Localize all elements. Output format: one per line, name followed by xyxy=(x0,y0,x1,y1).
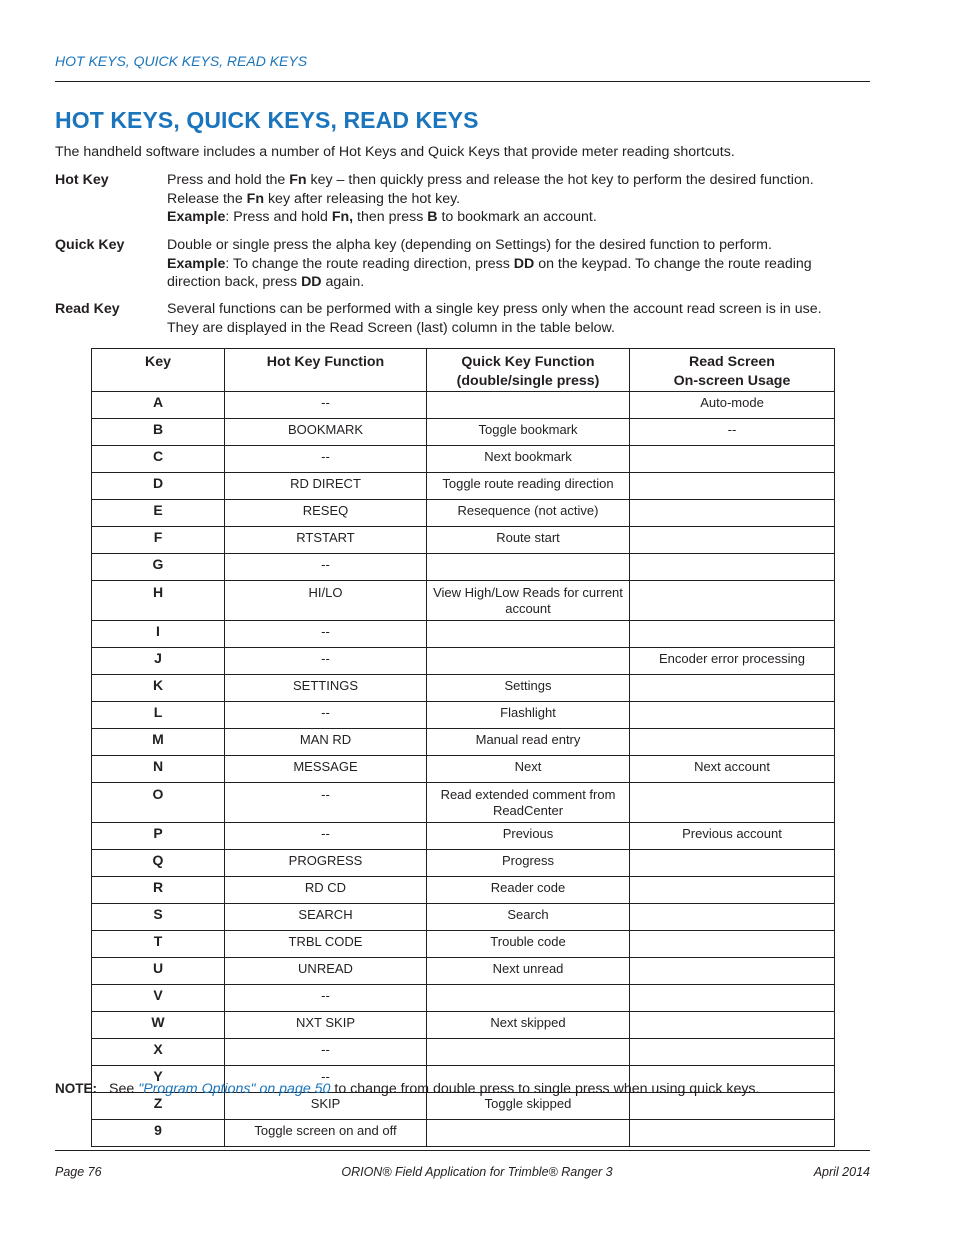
table-row xyxy=(92,473,835,500)
cell-key: P xyxy=(92,823,225,850)
cell-quick-key-function: Next xyxy=(427,756,630,783)
cell-key: G xyxy=(92,554,225,581)
cell-read-screen-usage: Auto-mode xyxy=(630,392,835,419)
cell-key: R xyxy=(92,877,225,904)
cell-key: Z xyxy=(92,1093,225,1120)
cell-hot-key-function: -- xyxy=(225,1066,427,1093)
hot-key-description: Press and hold the Fn key – then quickly press and release the hot key to perform the desired function. Release the Fn key after releasing the hot key. Example: Press and hold Fn, then press B to bookmark an account. xyxy=(167,172,814,225)
cell-key: U xyxy=(92,958,225,985)
table-row xyxy=(92,581,835,621)
running-header: HOT KEYS, QUICK KEYS, READ KEYS xyxy=(55,53,308,69)
col-header-read-screen: Read Screen On-screen Usage xyxy=(630,349,835,392)
cell-hot-key-function: -- xyxy=(225,783,427,823)
table-row xyxy=(92,850,835,877)
cell-key: F xyxy=(92,527,225,554)
cell-read-screen-usage: -- xyxy=(630,419,835,446)
cell-hot-key-function: -- xyxy=(225,554,427,581)
cell-quick-key-function: Previous xyxy=(427,823,630,850)
cell-read-screen-usage xyxy=(630,446,835,473)
cell-quick-key-function: Next skipped xyxy=(427,1012,630,1039)
cell-hot-key-function: SKIP xyxy=(225,1093,427,1120)
cell-read-screen-usage xyxy=(630,621,835,648)
cell-read-screen-usage xyxy=(630,527,835,554)
cell-quick-key-function xyxy=(427,648,630,675)
cell-read-screen-usage xyxy=(630,500,835,527)
cell-quick-key-function xyxy=(427,1039,630,1066)
page-title: HOT KEYS, QUICK KEYS, READ KEYS xyxy=(55,107,479,133)
table-row xyxy=(92,1039,835,1066)
cell-hot-key-function: RESEQ xyxy=(225,500,427,527)
cell-key: O xyxy=(92,783,225,823)
cell-quick-key-function: Next unread xyxy=(427,958,630,985)
cell-hot-key-function: SETTINGS xyxy=(225,675,427,702)
cell-read-screen-usage xyxy=(630,1039,835,1066)
program-options-link[interactable]: "Program Options" on page 50 xyxy=(138,1081,331,1097)
read-key-term: Read Key xyxy=(55,301,120,317)
cell-hot-key-function: NXT SKIP xyxy=(225,1012,427,1039)
table-row xyxy=(92,648,835,675)
cell-quick-key-function: Trouble code xyxy=(427,931,630,958)
cell-key: Q xyxy=(92,850,225,877)
cell-key: X xyxy=(92,1039,225,1066)
cell-read-screen-usage xyxy=(630,581,835,621)
read-key-description: Several functions can be performed with a single key press only when the account read screen is in use. They are displayed in the Read Screen (last) column in the table below. xyxy=(167,301,822,336)
table-row xyxy=(92,958,835,985)
table-row xyxy=(92,756,835,783)
note-label: NOTE: xyxy=(55,1081,97,1096)
cell-read-screen-usage xyxy=(630,702,835,729)
cell-hot-key-function: UNREAD xyxy=(225,958,427,985)
cell-hot-key-function: HI/LO xyxy=(225,581,427,621)
cell-hot-key-function: TRBL CODE xyxy=(225,931,427,958)
cell-hot-key-function: -- xyxy=(225,648,427,675)
keys-table-body xyxy=(92,392,835,1147)
cell-quick-key-function: Flashlight xyxy=(427,702,630,729)
cell-key: D xyxy=(92,473,225,500)
cell-key: H xyxy=(92,581,225,621)
table-row xyxy=(92,931,835,958)
table-row xyxy=(92,783,835,823)
cell-hot-key-function: -- xyxy=(225,702,427,729)
cell-quick-key-function: Route start xyxy=(427,527,630,554)
cell-quick-key-function xyxy=(427,554,630,581)
cell-quick-key-function: Toggle skipped xyxy=(427,1093,630,1120)
cell-quick-key-function: Reader code xyxy=(427,877,630,904)
cell-key: M xyxy=(92,729,225,756)
cell-hot-key-function: -- xyxy=(225,392,427,419)
cell-key: S xyxy=(92,904,225,931)
note: NOTE: See "Program Options" on page 50 to change from double press to single press when using quick keys. xyxy=(55,1081,760,1097)
table-row xyxy=(92,500,835,527)
cell-quick-key-function: Read extended comment from ReadCenter xyxy=(427,783,630,823)
table-row xyxy=(92,985,835,1012)
keys-table xyxy=(91,348,835,1147)
cell-quick-key-function: Search xyxy=(427,904,630,931)
table-row xyxy=(92,702,835,729)
cell-read-screen-usage xyxy=(630,931,835,958)
cell-hot-key-function: MAN RD xyxy=(225,729,427,756)
hot-key-term: Hot Key xyxy=(55,172,109,188)
cell-read-screen-usage xyxy=(630,554,835,581)
header-rule xyxy=(55,81,870,82)
cell-key: J xyxy=(92,648,225,675)
table-row xyxy=(92,1120,835,1147)
cell-quick-key-function: Manual read entry xyxy=(427,729,630,756)
cell-read-screen-usage xyxy=(630,850,835,877)
table-row xyxy=(92,877,835,904)
cell-read-screen-usage xyxy=(630,1012,835,1039)
table-row xyxy=(92,527,835,554)
table-row xyxy=(92,1012,835,1039)
table-row xyxy=(92,729,835,756)
table-header-row xyxy=(92,349,835,392)
cell-hot-key-function: Toggle screen on and off xyxy=(225,1120,427,1147)
cell-key: B xyxy=(92,419,225,446)
col-header-hot-key-function: Hot Key Function xyxy=(225,349,427,392)
cell-read-screen-usage: Next account xyxy=(630,756,835,783)
cell-quick-key-function: View High/Low Reads for current account xyxy=(427,581,630,621)
cell-key: T xyxy=(92,931,225,958)
cell-read-screen-usage xyxy=(630,985,835,1012)
table-row xyxy=(92,904,835,931)
cell-read-screen-usage xyxy=(630,877,835,904)
cell-quick-key-function: Settings xyxy=(427,675,630,702)
cell-hot-key-function: BOOKMARK xyxy=(225,419,427,446)
cell-quick-key-function: Resequence (not active) xyxy=(427,500,630,527)
table-row xyxy=(92,823,835,850)
quick-key-description: Double or single press the alpha key (depending on Settings) for the desired function to perform. Example: To change the route reading direction, press DD on the keypad. To change the route reading direction back, press DD again. xyxy=(167,237,812,290)
cell-hot-key-function: -- xyxy=(225,621,427,648)
cell-key: Y xyxy=(92,1066,225,1093)
cell-hot-key-function: MESSAGE xyxy=(225,756,427,783)
table-row xyxy=(92,675,835,702)
cell-quick-key-function xyxy=(427,1120,630,1147)
cell-key: I xyxy=(92,621,225,648)
cell-hot-key-function: -- xyxy=(225,1039,427,1066)
footer-document-title: ORION® Field Application for Trimble® Ranger 3 xyxy=(341,1165,613,1179)
cell-hot-key-function: SEARCH xyxy=(225,904,427,931)
cell-quick-key-function xyxy=(427,621,630,648)
cell-quick-key-function: Progress xyxy=(427,850,630,877)
table-row xyxy=(92,392,835,419)
cell-key: V xyxy=(92,985,225,1012)
cell-hot-key-function: RTSTART xyxy=(225,527,427,554)
cell-quick-key-function xyxy=(427,392,630,419)
table-row xyxy=(92,554,835,581)
cell-read-screen-usage xyxy=(630,473,835,500)
cell-key: W xyxy=(92,1012,225,1039)
cell-key: A xyxy=(92,392,225,419)
cell-key: C xyxy=(92,446,225,473)
cell-read-screen-usage xyxy=(630,904,835,931)
cell-hot-key-function: PROGRESS xyxy=(225,850,427,877)
col-header-quick-key-function: Quick Key Function (double/single press) xyxy=(427,349,630,392)
cell-read-screen-usage xyxy=(630,1120,835,1147)
cell-hot-key-function: -- xyxy=(225,985,427,1012)
cell-read-screen-usage: Encoder error processing xyxy=(630,648,835,675)
cell-key: 9 xyxy=(92,1120,225,1147)
table-row xyxy=(92,419,835,446)
cell-read-screen-usage xyxy=(630,958,835,985)
cell-quick-key-function: Next bookmark xyxy=(427,446,630,473)
footer-rule xyxy=(55,1150,870,1151)
table-row xyxy=(92,621,835,648)
cell-hot-key-function: -- xyxy=(225,823,427,850)
cell-key: L xyxy=(92,702,225,729)
cell-hot-key-function: RD CD xyxy=(225,877,427,904)
cell-key: N xyxy=(92,756,225,783)
cell-read-screen-usage: Previous account xyxy=(630,823,835,850)
cell-quick-key-function: Toggle route reading direction xyxy=(427,473,630,500)
footer-date: April 2014 xyxy=(813,1165,870,1179)
cell-quick-key-function: Toggle bookmark xyxy=(427,419,630,446)
cell-key: K xyxy=(92,675,225,702)
footer-page-number: Page 76 xyxy=(55,1165,102,1179)
cell-hot-key-function: -- xyxy=(225,446,427,473)
cell-hot-key-function: RD DIRECT xyxy=(225,473,427,500)
cell-quick-key-function xyxy=(427,985,630,1012)
col-header-key: Key xyxy=(92,349,225,392)
cell-read-screen-usage xyxy=(630,675,835,702)
cell-key: E xyxy=(92,500,225,527)
cell-read-screen-usage xyxy=(630,783,835,823)
cell-read-screen-usage xyxy=(630,729,835,756)
quick-key-term: Quick Key xyxy=(55,237,125,253)
table-row xyxy=(92,446,835,473)
intro-paragraph: The handheld software includes a number of Hot Keys and Quick Keys that provide meter reading shortcuts. xyxy=(55,144,735,160)
